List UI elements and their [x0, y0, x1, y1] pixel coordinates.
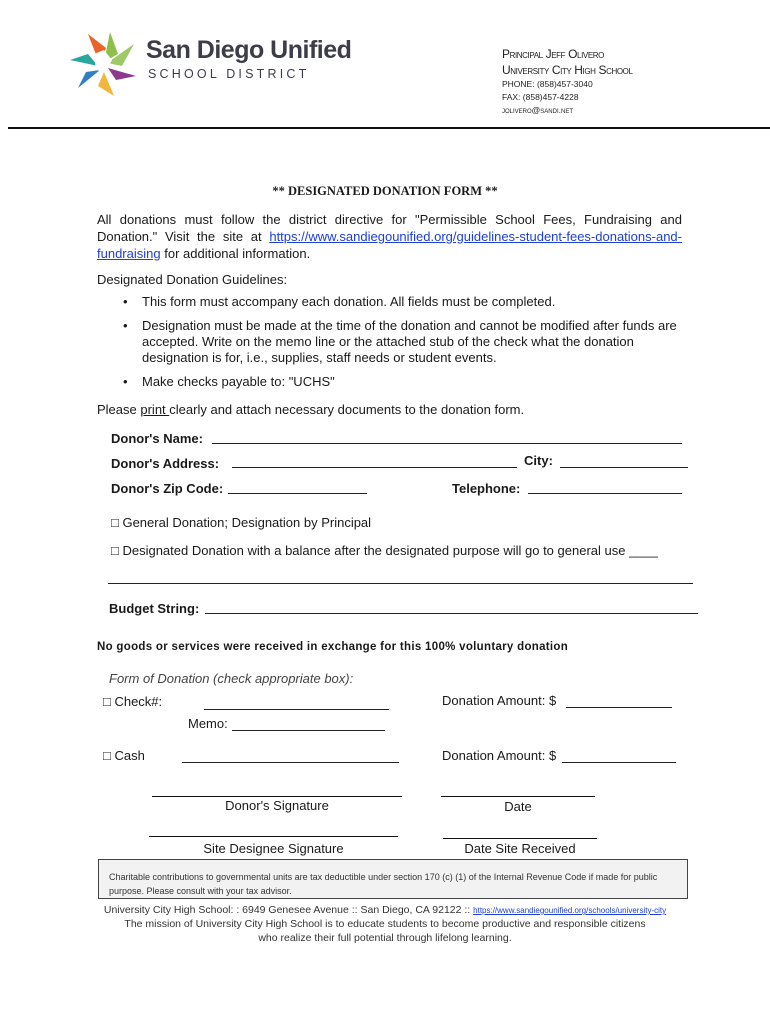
cash-amount-field[interactable] [562, 762, 676, 763]
no-goods-notice: No goods or services were received in exchange for this 100% voluntary donation [97, 641, 569, 653]
school-name: University City High School [502, 63, 633, 77]
site-designee-signature-line[interactable] [149, 836, 398, 837]
telephone-label: Telephone: [452, 481, 521, 496]
org-name: San Diego Unified [146, 36, 352, 64]
donor-address-label: Donor's Address: [111, 456, 220, 471]
donor-name-label: Donor's Name: [111, 431, 203, 446]
donor-signature-line[interactable] [152, 796, 402, 797]
donor-name-field[interactable] [212, 443, 682, 444]
check-amount-field[interactable] [566, 707, 672, 708]
print-instruction [97, 402, 524, 417]
site-designee-signature-label: Site Designee Signature [203, 841, 344, 856]
budget-string-label: Budget String: [109, 601, 200, 616]
city-field[interactable] [560, 467, 688, 468]
date-line[interactable] [441, 796, 595, 797]
zip-label: Donor's Zip Code: [111, 481, 224, 496]
memo-field[interactable] [232, 730, 385, 731]
intro-paragraph [97, 211, 682, 262]
check-amount-label: Donation Amount: $ [442, 693, 557, 708]
instruction-rest: clearly and attach necessary documents to the donation form. [169, 402, 525, 417]
guidelines-title: Designated Donation Guidelines: [97, 272, 288, 287]
designated-donation-checkbox[interactable]: □ Designated Donation with a balance after the designated purpose will go to general use ____ [111, 543, 658, 558]
phone: PHONE: (858)457-3040 [502, 79, 593, 89]
intro-end: for additional information. [160, 246, 311, 261]
check-checkbox[interactable]: □ Check#: [103, 694, 163, 709]
tax-disclaimer: Charitable contributions to governmental units are tax deductible under section 170 (c) (1) of the Internal Revenue Code if made for public purpose. Please consult with your tax advisor. [98, 859, 688, 899]
cash-amount-label: Donation Amount: $ [442, 748, 557, 763]
star-logo-icon [70, 30, 150, 100]
footer-address-text: University City High School: : 6949 Genesee Avenue :: San Diego, CA 92122 :: [103, 904, 474, 916]
check-number-field[interactable] [204, 709, 389, 710]
date-site-received-label: Date Site Received [464, 841, 576, 856]
form-of-donation-label: Form of Donation (check appropriate box): [109, 671, 354, 686]
designation-line[interactable] [108, 583, 693, 584]
telephone-field[interactable] [528, 493, 682, 494]
donor-signature-label: Donor's Signature [225, 798, 329, 813]
donor-address-field[interactable] [232, 467, 517, 468]
email: jolivero@sandi.net [502, 105, 574, 115]
print-word: print [140, 402, 170, 417]
city-label: City: [524, 453, 553, 468]
school-website-link[interactable]: https://www.sandiegounified.org/schools/university-city [473, 906, 667, 915]
fax: FAX: (858)457-4228 [502, 92, 579, 102]
cash-field[interactable] [182, 762, 399, 763]
date-site-received-line[interactable] [443, 838, 597, 839]
footer-address [0, 904, 770, 916]
budget-string-field[interactable] [205, 613, 698, 614]
memo-label: Memo: [188, 716, 228, 731]
instruction-prefix: Please [97, 402, 141, 417]
form-title: ** DESIGNATED DONATION FORM ** [272, 184, 498, 198]
general-donation-checkbox[interactable]: □ General Donation; Designation by Principal [111, 515, 372, 530]
date-label: Date [504, 799, 532, 814]
zip-field[interactable] [228, 493, 367, 494]
cash-checkbox[interactable]: □ Cash [103, 748, 145, 763]
org-subtitle: SCHOOL DISTRICT [148, 67, 310, 81]
list-item: • This form must accompany each donation. All fields must be completed. [120, 294, 690, 310]
mission-line-1: The mission of University City High School is to educate students to become productive and responsible citizens [124, 918, 646, 930]
list-item: • Designation must be made at the time of the donation and cannot be modified after funds are accepted. Write on the memo line or the attached stub of the check what the donation designation is for, i.e., supplies, staff needs or student events. [120, 318, 690, 366]
header-divider [8, 127, 770, 129]
district-logo [70, 30, 150, 100]
guidelines-list [120, 294, 690, 398]
intro-text: All donations must follow the district directive for "Permissible School Fees, Fundraising and Donation." Visit the site at [97, 212, 682, 244]
contact-block [502, 46, 633, 117]
guidelines-link[interactable]: https://www.sandiegounified.org/guidelines-student-fees-donations-and-fundraising [97, 229, 682, 261]
mission-line-2: who realize their full potential through lifelong learning. [258, 932, 512, 944]
list-item: • Make checks payable to: "UCHS" [120, 374, 690, 390]
principal-name: Principal Jeff Olivero [502, 47, 604, 61]
